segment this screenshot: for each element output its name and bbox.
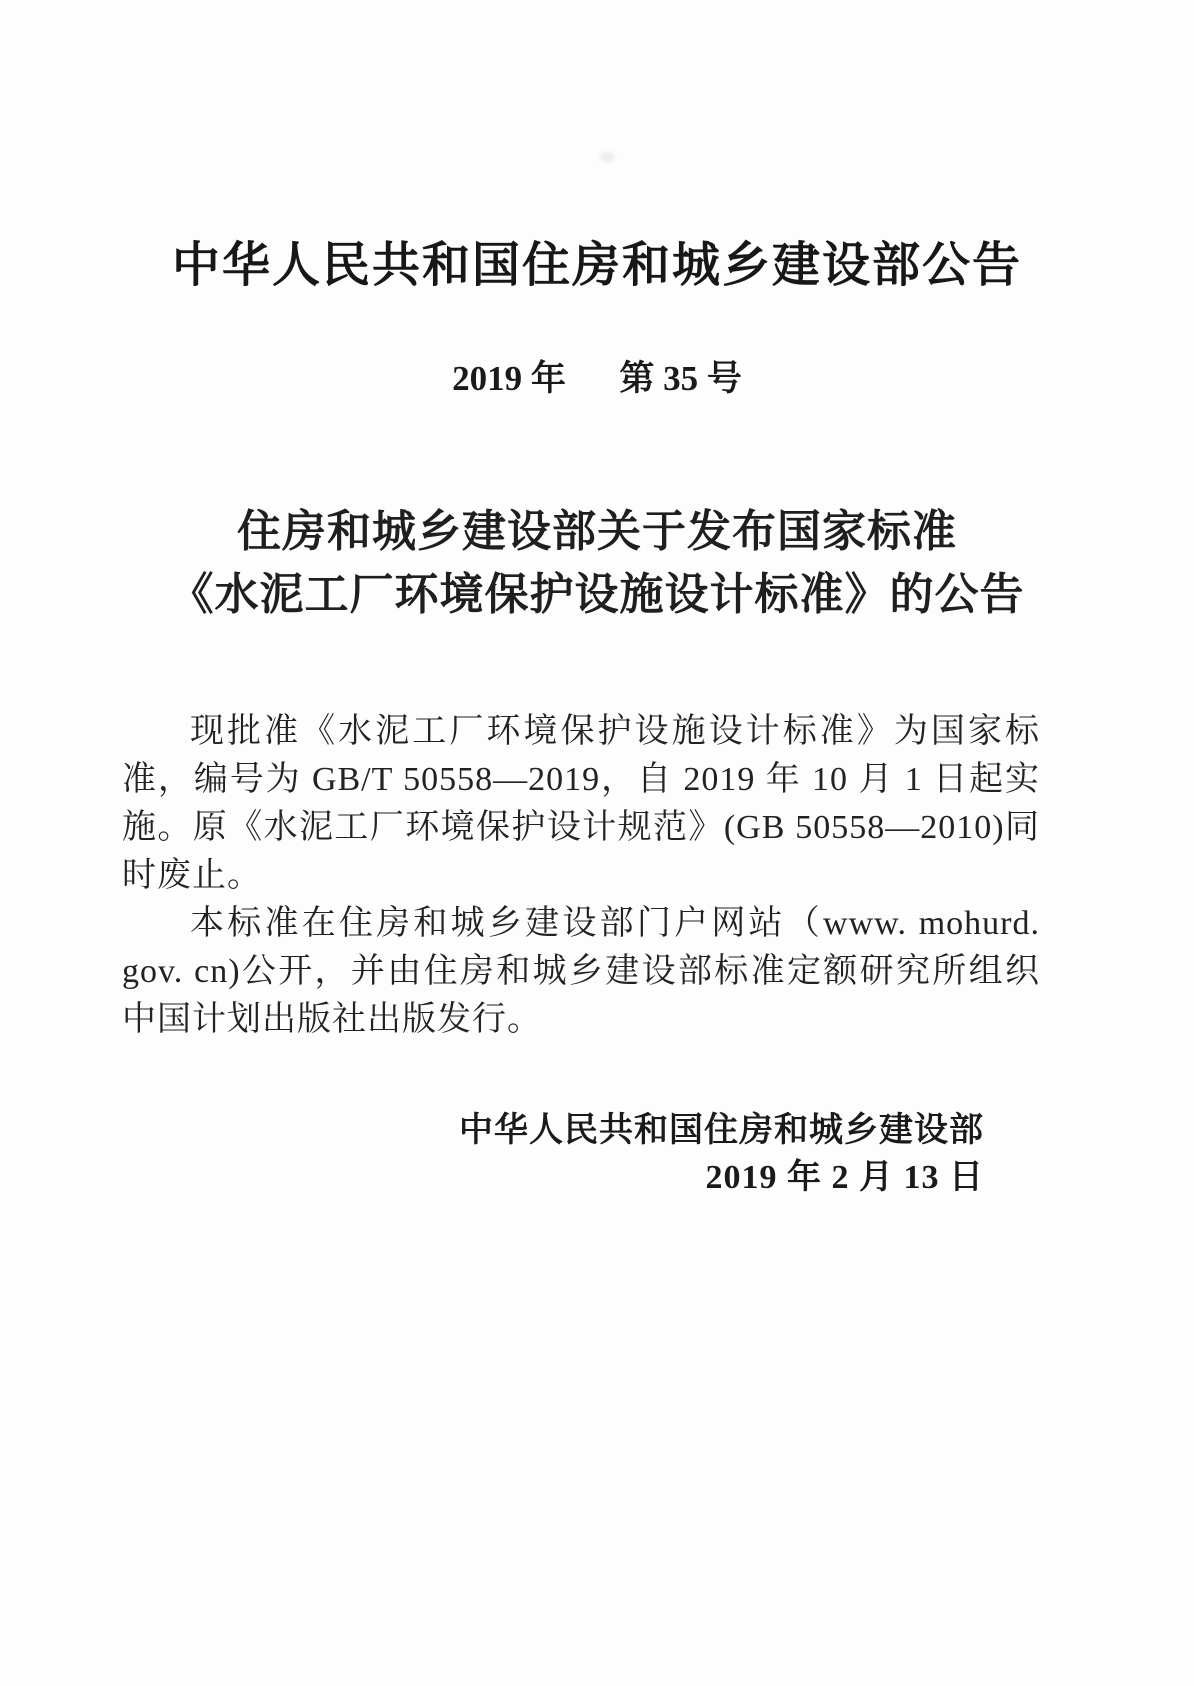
body-paragraph-2: 本标准在住房和城乡建设部门户网站（www. mohurd. gov. cn)公开，并由住房和城乡建设部标准定额研究所组织中国计划出版社出版发行。 <box>122 905 1040 1038</box>
issue-year: 2019 年 <box>452 359 566 398</box>
issue-date: 2019 年 2 月 13 日 <box>705 1159 984 1196</box>
subtitle-line-1: 住房和城乡建设部关于发布国家标准 <box>237 507 957 556</box>
issue-line <box>0 358 1194 400</box>
scan-speck <box>600 152 614 162</box>
issuing-authority: 中华人民共和国住房和城乡建设部 <box>459 1111 984 1149</box>
announcement-subtitle <box>0 500 1194 626</box>
issue-number: 第 35 号 <box>619 359 742 398</box>
subtitle-line-2: 《水泥工厂环境保护设施设计标准》的公告 <box>169 570 1025 619</box>
signature-block <box>459 1106 984 1202</box>
body-paragraph-1: 现批准《水泥工厂环境保护设施设计标准》为国家标准，编号为 GB/T 50558—2019，自 2019 年 10 月 1 日起实施。原《水泥工厂环境保护设计规范》(GB 50558—2010)同时废止。 <box>122 713 1040 894</box>
announcement-body <box>122 708 1040 1044</box>
page-title: 中华人民共和国住房和城乡建设部公告 <box>171 239 1022 292</box>
